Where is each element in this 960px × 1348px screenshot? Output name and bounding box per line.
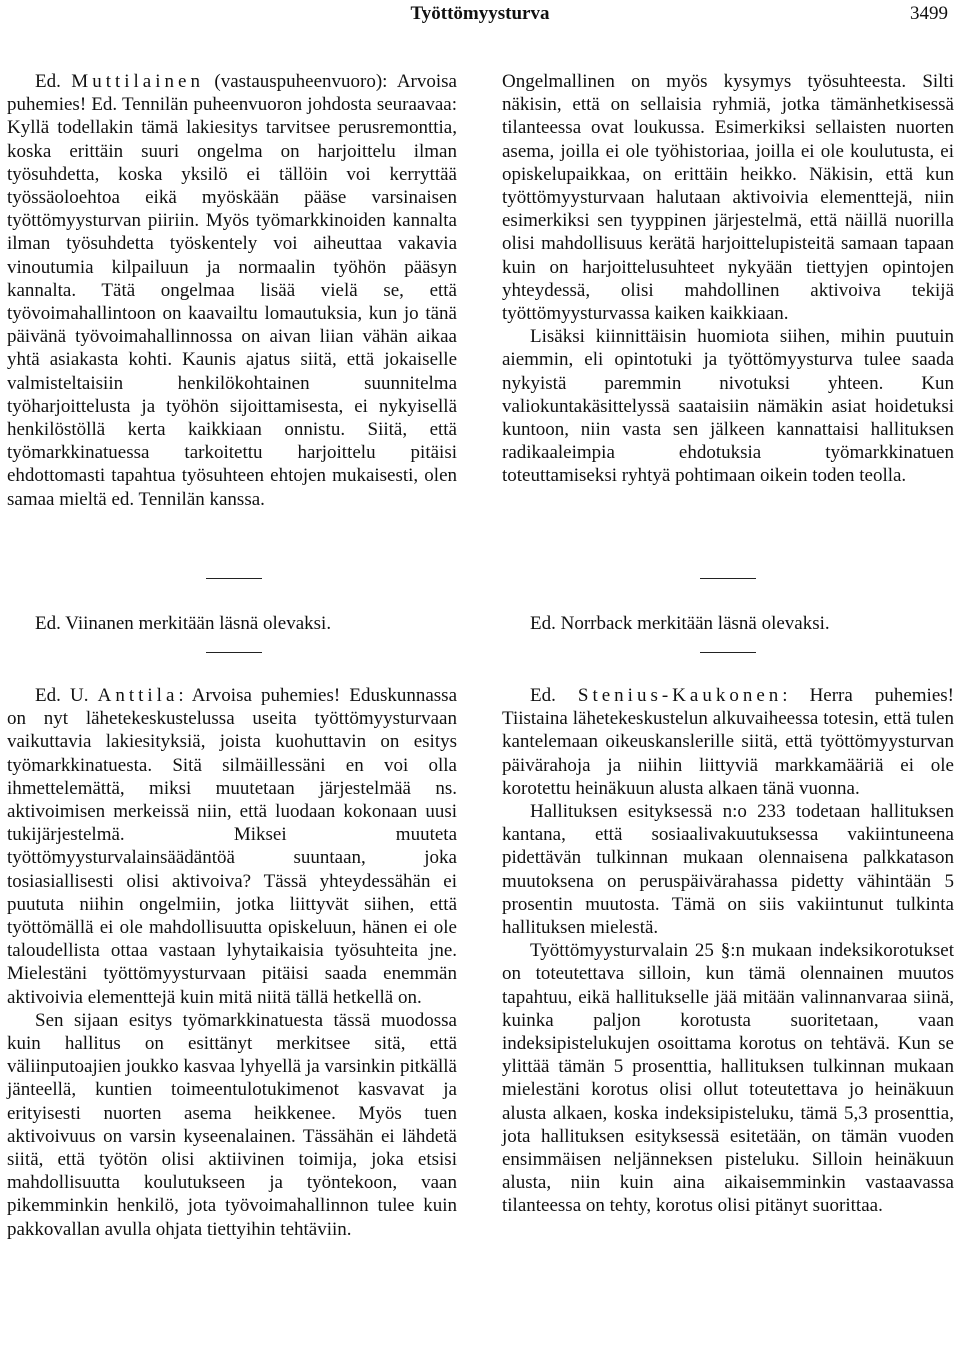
left-bottom-speech: [7, 684, 457, 1241]
divider: [206, 578, 262, 579]
paragraph: [7, 70, 457, 511]
divider: [700, 578, 756, 579]
page-number: 3499: [910, 3, 948, 24]
paragraph: [7, 684, 457, 1009]
speaker-prefix: Ed.: [530, 685, 556, 706]
paragraph: Sen sijaan esitys työmarkkinatuesta tässä muodossa kuin hallitus on esittänyt merkitsee sitä, että väliinputoajien joukko kasvaa lyhyellä ja varsinkin pitkällä jänteellä, kuntien toimeentulotukimenot kasvavat ja erityisesti nuorten asema heikkenee. Myös tuen aktivoivuus on varsin kyseenalainen. Tässähän ei lähdetä siitä, että työtön olisi aktiivinen toimija, joka etsisi mahdollisuutta koulutukseen ja työntekoon, vaan pikemminkin henkilö, jota työvoimahallinnon tulee kuin pakkovallan avulla ohjata tiettyihin tehtäviin.: [7, 1009, 457, 1240]
speaker-name: Muttilainen: [71, 71, 204, 92]
paragraph: Työttömyysturvalain 25 §:n mukaan indeksikorotukset on toteutettava silloin, kun tämä olennainen muutos tapahtuu, eikä hallitukselle jää mitään valinnanvaraa siinä, kuinka paljon korotusta suoritetaan, vaan indeksipistelukujen osoittama korotus on tehtävä. Kun se ylittää tämän 5 prosenttia, hallituksen tulkinnan mukaan mielestäni korotus olisi ollut toteutettava jo heinäkuun alusta alkaen, koska indeksipisteluku, tämä 5,3 prosenttia, jota hallituksen esityksessä esitetään, on tämän vuoden ensimmäisen neljänneksen pisteluku. Silloin heinäkuun alusta, niin kuin aina aikaisemminkin vastaavassa tilanteessa on tehty, korotus olisi pitänyt suorittaa.: [502, 940, 954, 1217]
left-top-speech: [7, 70, 457, 511]
speaker-prefix: Ed. U.: [35, 685, 89, 706]
attendance-note-right: Ed. Norrback merkitään läsnä olevaksi.: [530, 613, 830, 634]
divider: [206, 652, 262, 653]
attendance-note-left: Ed. Viinanen merkitään läsnä olevaksi.: [35, 613, 332, 634]
paragraph: Lisäksi kiinnittäisin huomiota siihen, mihin puutuin aiemmin, eli opintotuki ja työttömyysturva tulee saada nykyistä paremmin nivotuksi yhteen. Kun valiokuntakäsittelyssä saataisiin nämäkin asiat hoidetuksi kuntoon, niin vasta sen jälkeen kannattaisi hallituksen radikaaleimpia ehdotuksia työmarkkinatuen toteuttamiseksi ryhtyä pohtimaan oikein toden teolla.: [502, 326, 954, 487]
divider: [700, 652, 756, 653]
page-header-title: Työttömyysturva: [410, 3, 550, 24]
paragraph: Hallituksen esityksessä n:o 233 todetaan hallituksen kantana, että sosiaalivakuutuksessa vakiintuneena pidettävän tulkinnan mukaan olennaisena palkkatason muutoksena on peruspäivärahassa pidetty vähintään 5 prosentin muutosta. Tämä on siis vakiintunut tulkinta hallituksen mielestä.: [502, 801, 954, 939]
speaker-name: Anttila: [97, 685, 179, 706]
paragraph: Ongelmallinen on myös kysymys työsuhteesta. Silti näkisin, että on sellaisia ryhmiä, jotka tämänhetkisessä tilanteessa ovat loukussa. Esimerkiksi sellaisten nuorten asema, joilla ei ole työhistoriaa, joilla ei ole koulutusta, ei opiskelupaikkaa, on erittäin heikko. Näkisin, että kun työttömyysturvaan halutaan aktivoivia elementtejä, niin esimerkiksi sen tyyppinen järjestelmä, että näillä nuorilla olisi mahdollisuus kerätä harjoittelupisteitä samaan tapaan kuin on harjoittelusuhteet nykyään tiettyjen opintojen yhteydessä, olisi mahdollinen aktivoiva tekijä työttömyysturvassa kaiken kaikkiaan.: [502, 71, 954, 325]
right-top-speech: [502, 70, 954, 488]
speech-text: : Arvoisa puhemies! Eduskunnassa on nyt lähetekeskustelussa useita työttömyysturvaan vaikuttavia lakiesityksiä, joista kuohuttavin on esitys työmarkkinatuesta. Sitä silmäillessäni en voi olla ihmettelemättä, miksi muutetaan järjestelmää ns. aktivoimisen merkeissä niin, että luodaan kokonaan uusi tukijärjestelmä. Miksei muuteta työttömyysturvalainsäädäntöä suuntaan, joka tosiasiallisesti olisi aktivoiva? Tässä yhteydessähän ei puututa niihin ongelmiin, jotka liittyvät siihen, että työttömällä ei ole mahdollisuutta opiskeluun, hänen ei ole taloudellista ottaa vastaan lyhytaikaisia työsuhteita jne. Mielestäni työttömyysturvaan pitäisi saada enemmän aktivoivia elementtejä kuin mitä niitä tällä hetkellä on.: [7, 685, 457, 1008]
speaker-name: Stenius-Kaukonen: [577, 685, 783, 706]
paragraph: [502, 684, 954, 800]
speaker-prefix: Ed.: [35, 71, 61, 92]
right-bottom-speech: [502, 684, 954, 1218]
speech-text: (vastauspuheenvuoro): Arvoisa puhemies! Ed. Tennilän puheenvuoron johdosta seuraavaa: Kyllä todellakin tämä lakiesitys tarvitsee perusremonttia, koska erittäin suuri ongelma on harjoittelu ilman työsuhdetta, koska yksilö ei tällöin voi kerryttää työssäoloehtoa eikä myöskään pääse varsinaisen työttömyysturvan piiriin. Myös työmarkkinoiden kannalta ilman työsuhdetta työskentely voi aiheuttaa vakavia vinoutumia kilpailuun ja normaalin työhön pääsyn kannalta. Tätä ongelmaa lisää vielä se, että työvoimahallintoon on kaavailtu lomautuksia, kun jo tänä päivänä työvoimahallinnossa on aivan liian vähän aikaa yhtä asiakasta kohti. Kaunis ajatus siitä, että jokaiselle valmisteltaisiin henkilökohtainen suunnitelma työharjoittelusta ja työhön sijoittamisesta, ei nykyisellä henkilöstöllä kerta kaikkiaan onnistu. Siitä, että työmarkkinatuessa tarkoitettu harjoittelu pitäisi ehdottomasti tapahtua työsuhteen ehtojen mukaisesti, olen samaa mieltä ed. Tennilän kanssa.: [7, 71, 457, 510]
speech-text: : Herra puhemies! Tiistaina lähetekeskustelun alkuvaiheessa totesin, että tulen kantelemaan oikeuskanslerille siitä, että työttömyysturvan päivärahoja ja niihin liittyviä markkamääriä ei ole korotettu heinäkuun alusta alkaen tänä vuonna.: [502, 685, 954, 799]
